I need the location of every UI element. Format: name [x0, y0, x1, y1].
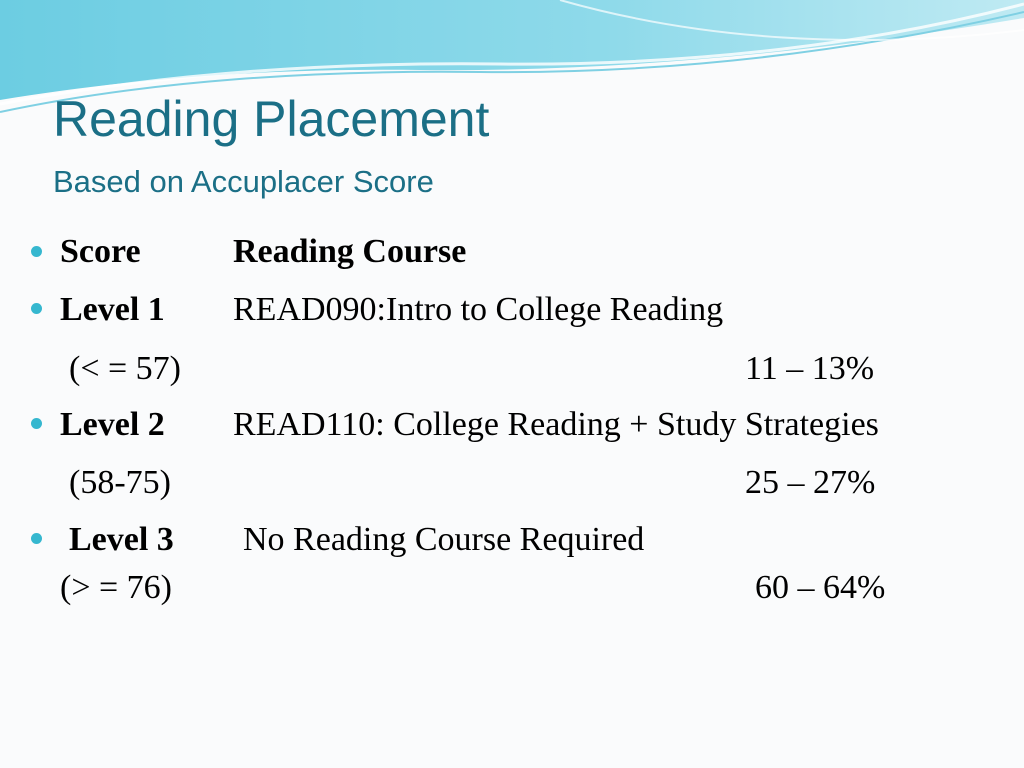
header-score: Score [60, 233, 141, 270]
level-1-range: (< = 57) [69, 350, 181, 387]
bullet-icon [31, 303, 42, 314]
header-reading-course: Reading Course [233, 233, 467, 270]
bullet-icon [31, 418, 42, 429]
slide-title: Reading Placement [53, 91, 490, 147]
slide-subtitle: Based on Accuplacer Score [53, 164, 434, 199]
level-1-percent: 11 – 13% [745, 350, 875, 387]
bullet-icon [31, 533, 42, 544]
bullet-icon [31, 246, 42, 257]
level-2-percent: 25 – 27% [745, 464, 876, 501]
level-3-percent: 60 – 64% [755, 569, 886, 606]
level-2-label: Level 2 [60, 406, 165, 443]
level-2-course: READ110: College Reading + Study Strategies [233, 406, 879, 443]
level-3-range: (> = 76) [60, 569, 172, 606]
level-3-label: Level 3 [69, 521, 174, 558]
level-1-label: Level 1 [60, 291, 165, 328]
level-3-course: No Reading Course Required [243, 521, 645, 558]
level-1-course: READ090:Intro to College Reading [233, 291, 724, 328]
level-2-range: (58-75) [69, 464, 171, 501]
